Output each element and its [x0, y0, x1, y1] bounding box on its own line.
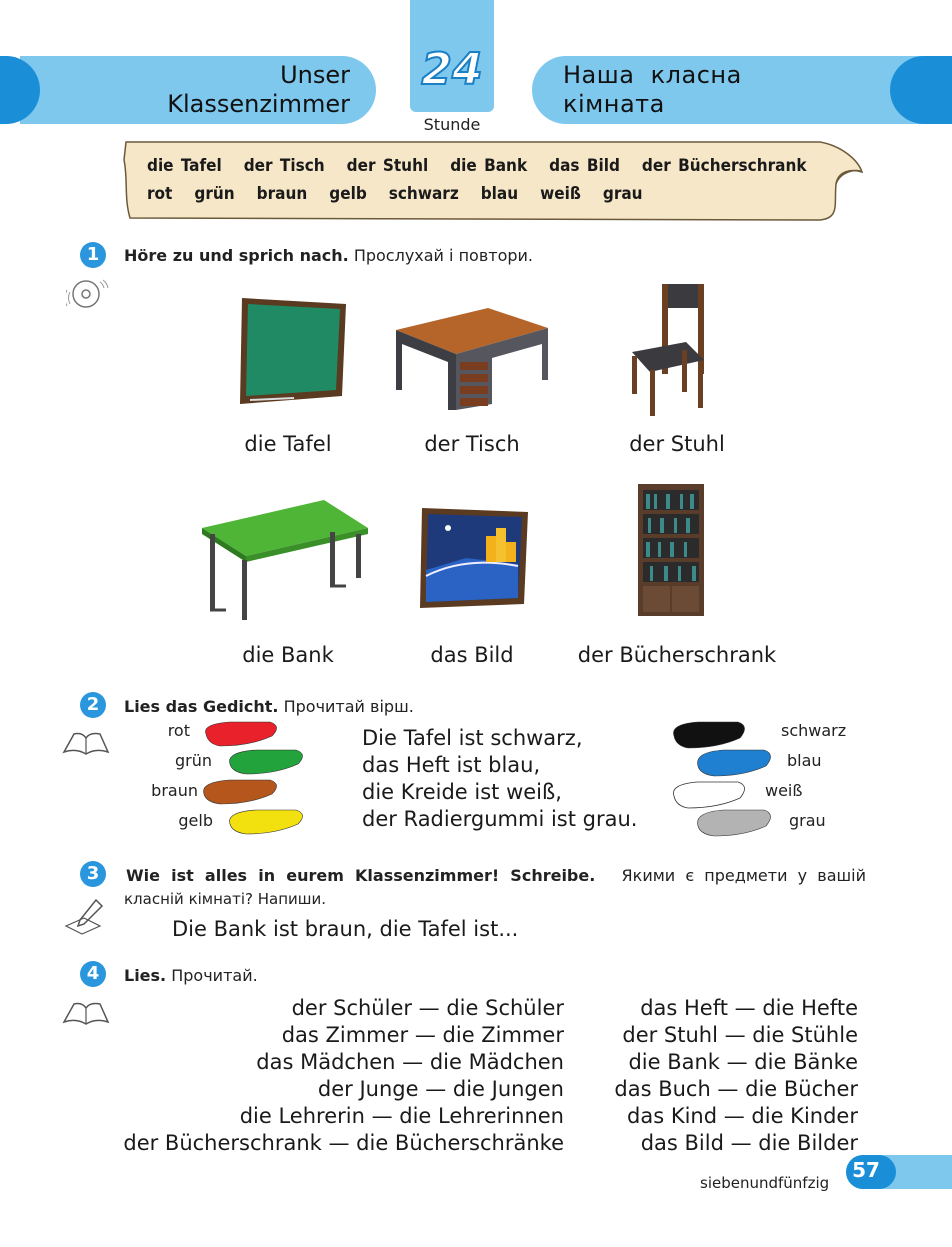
instruction-ua: Прочитай. [171, 966, 258, 985]
instruction-de: Lies das Gedicht. [124, 697, 279, 716]
label-tisch: der Tisch [424, 432, 520, 456]
vocabulary-line-1 [147, 156, 829, 176]
audio-cd-icon[interactable] [66, 276, 110, 310]
swatch-blau [698, 750, 771, 776]
plural-pair-left-5: die Lehrerin — die Lehrerinnen [239, 1104, 564, 1128]
title-de-line1: Unser [280, 61, 350, 89]
plural-pair-right-1: das Heft — die Hefte [640, 996, 858, 1020]
lesson-number: 24 [421, 44, 483, 95]
label-buecherschrank: der Bücherschrank [577, 643, 777, 667]
pen-write-icon[interactable] [62, 896, 106, 936]
vocab-word: der Tisch [243, 156, 325, 176]
instruction-de: Höre zu und sprich nach. [124, 246, 349, 265]
lesson-label: Stunde [423, 115, 481, 134]
label-stuhl: der Stuhl [629, 432, 725, 456]
vocab-word: grün [194, 184, 235, 204]
exercise-number-1: 1 [80, 242, 106, 268]
desk-image [392, 300, 552, 412]
instruction-ua: Прослухай і повтори. [353, 246, 533, 265]
page-number-word: siebenundfünfzig [700, 1174, 830, 1192]
poem-line-3: die Kreide ist weiß, [362, 780, 562, 804]
book-read-icon[interactable] [60, 998, 112, 1028]
page-title-de [60, 61, 350, 119]
header-edge-right [890, 56, 952, 124]
vocab-word: grau [602, 184, 643, 204]
exercise-3-example: Die Bank ist braun, die Tafel ist... [172, 917, 519, 941]
blackboard-image [234, 292, 352, 410]
vocabulary-line-2 [147, 184, 665, 204]
color-label-weiss: weiß [765, 781, 803, 800]
color-label-grau: grau [789, 811, 826, 830]
color-swatches-left [200, 718, 310, 838]
color-label-blau: blau [787, 751, 822, 770]
vocab-word: die Tafel [147, 156, 222, 176]
label-tafel: die Tafel [244, 432, 332, 456]
title-ua-line2: кімната [563, 90, 665, 118]
swatch-braun [204, 780, 277, 804]
exercise-number-4: 4 [80, 961, 106, 987]
vocab-word: blau [480, 184, 519, 204]
swatch-weiss [674, 782, 745, 808]
color-label-gelb: gelb [178, 811, 213, 830]
plural-pair-left-1: der Schüler — die Schüler [291, 996, 564, 1020]
plural-pair-left-6: der Bücherschrank — die Bücherschränke [123, 1131, 564, 1155]
swatch-grau [698, 810, 771, 836]
plural-pair-right-5: das Kind — die Kinder [627, 1104, 858, 1128]
instruction-de: Lies. [124, 966, 167, 985]
exercise-3-instruction [126, 866, 866, 885]
vocab-word: der Bücherschrank [641, 156, 807, 176]
exercise-1-instruction [124, 246, 533, 265]
vocab-word: der Stuhl [346, 156, 429, 176]
vocab-word: gelb [329, 184, 367, 204]
poem-line-1: Die Tafel ist schwarz, [362, 726, 583, 750]
vocabulary-scroll [120, 138, 864, 224]
chair-image [624, 280, 710, 420]
instruction-ua: Якими є предмети у вашій [621, 866, 866, 885]
vocab-word: rot [147, 184, 173, 204]
plural-pair-right-4: das Buch — die Bücher [614, 1077, 858, 1101]
exercise-4-instruction [124, 966, 258, 985]
color-label-schwarz: schwarz [781, 721, 847, 740]
vocab-word: das Bild [549, 156, 620, 176]
plural-pair-right-3: die Bank — die Bänke [628, 1050, 858, 1074]
color-swatches-right [668, 718, 778, 840]
picture-image [416, 502, 534, 612]
poem-line-4: der Radiergummi ist grau. [362, 807, 638, 831]
plural-pair-left-3: das Mädchen — die Mädchen [256, 1050, 564, 1074]
exercise-3-instruction-cont: класній кімнаті? Напиши. [124, 890, 327, 908]
page-number: 57 [852, 1158, 880, 1182]
plural-pair-left-4: der Junge — die Jungen [317, 1077, 564, 1101]
book-read-icon[interactable] [60, 728, 112, 758]
vocab-word: weiß [540, 184, 581, 204]
bookcase-image [636, 482, 706, 618]
plural-pair-right-6: das Bild — die Bilder [640, 1131, 858, 1155]
scroll-paper-shape [120, 138, 864, 224]
swatch-gruen [230, 750, 303, 774]
vocab-word: schwarz [388, 184, 459, 204]
swatch-rot [206, 722, 277, 746]
vocab-word: die Bank [450, 156, 528, 176]
title-de-line2: Klassenzimmer [167, 90, 350, 118]
plural-pair-right-2: der Stuhl — die Stühle [622, 1023, 858, 1047]
poem-line-2: das Heft ist blau, [362, 753, 541, 777]
instruction-ua: Прочитай вірш. [283, 697, 414, 716]
title-ua-line1: Наша класна [563, 61, 742, 89]
color-label-gruen: grün [174, 751, 212, 770]
color-label-braun: braun [151, 781, 198, 800]
plural-pair-left-2: das Zimmer — die Zimmer [281, 1023, 564, 1047]
swatch-gelb [230, 810, 303, 834]
instruction-de: Wie ist alles in eurem Klassenzimmer! Schreibe. [126, 866, 596, 885]
color-label-rot: rot [167, 721, 190, 740]
vocab-word: braun [256, 184, 308, 204]
label-bank: die Bank [242, 643, 334, 667]
label-bild: das Bild [430, 643, 514, 667]
bench-table-image [196, 494, 372, 624]
exercise-number-2: 2 [80, 692, 106, 718]
page-title-ua [563, 61, 742, 119]
exercise-2-instruction [124, 697, 414, 716]
swatch-schwarz [674, 722, 745, 748]
exercise-number-3: 3 [80, 861, 106, 887]
